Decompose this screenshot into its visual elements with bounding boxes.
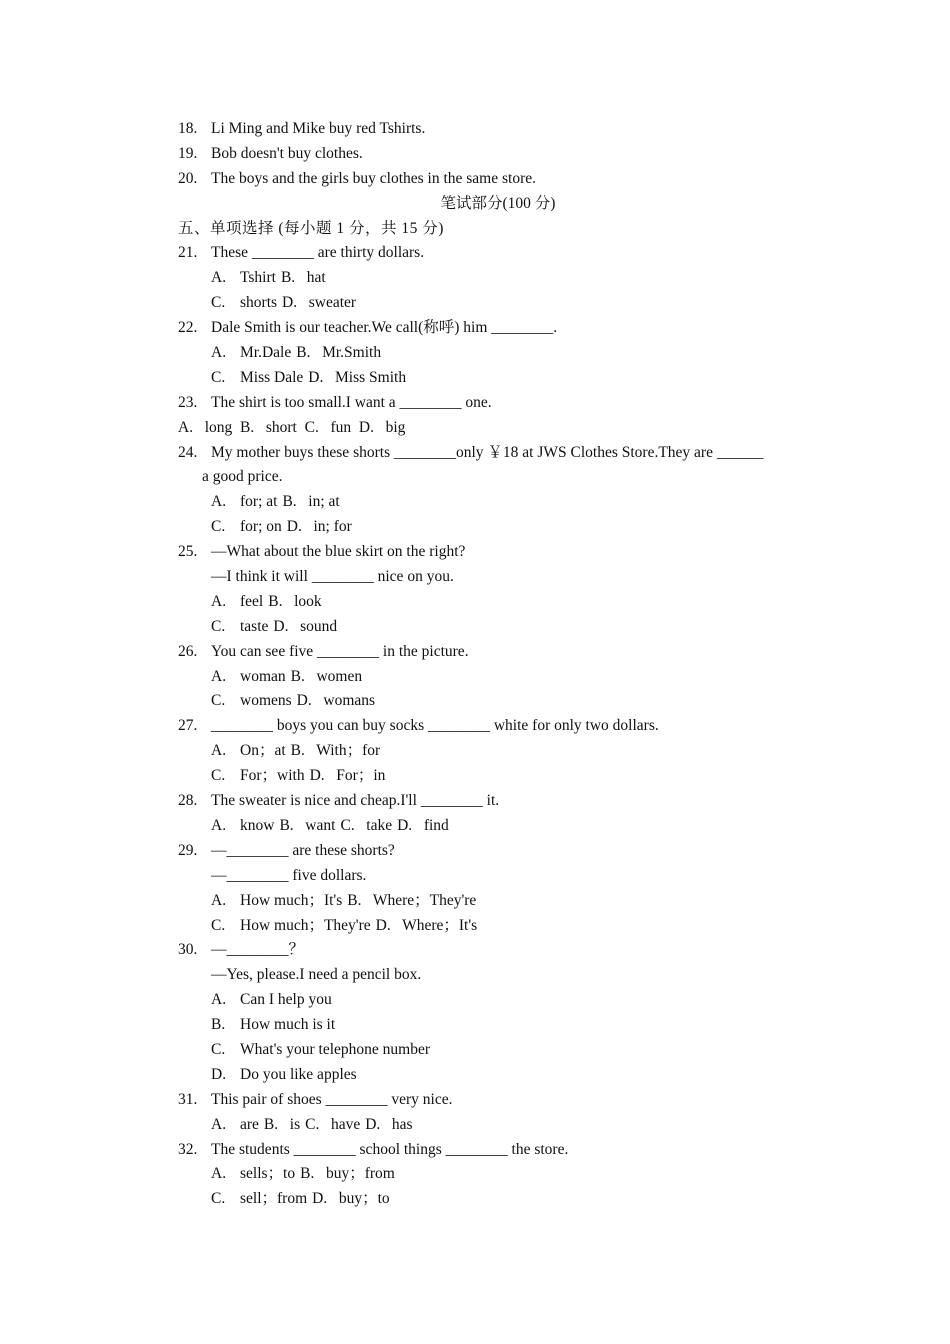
options-row: A. are B. is C. have D. has xyxy=(211,1115,413,1133)
option-c: taste xyxy=(240,617,269,635)
question-text: These ________ are thirty dollars. xyxy=(211,244,425,262)
question-number: 23. xyxy=(178,393,198,411)
question-text: The sweater is nice and cheap.I'll ________ it. xyxy=(211,792,500,810)
option-a: know xyxy=(240,816,275,834)
option-a: are xyxy=(240,1115,259,1133)
question-number: 26. xyxy=(178,642,198,660)
question-stem xyxy=(178,789,818,814)
question-text: My mother buys these shorts ________only ￥18 at JWS Clothes Store.They are ______ xyxy=(211,443,764,461)
options-row: C. for; on D. in; for xyxy=(211,518,352,536)
question-stem xyxy=(178,938,818,963)
option-c: womens xyxy=(240,692,292,710)
option-b: want xyxy=(305,816,336,834)
question-stem xyxy=(178,391,818,416)
option-d: find xyxy=(423,816,449,834)
option-b: With；for xyxy=(316,742,381,760)
option-c: Miss Dale xyxy=(240,368,304,386)
option-d: has xyxy=(391,1115,413,1133)
options-row: C. For；with D. For；in xyxy=(211,767,386,785)
question-stem xyxy=(178,316,818,341)
option-a: long xyxy=(204,418,233,436)
options-row: C. taste D. sound xyxy=(211,617,338,635)
options-row: C. Miss Dale D. Miss Smith xyxy=(211,368,407,386)
option-a: Can I help you xyxy=(240,991,332,1009)
option-a: woman xyxy=(240,667,286,685)
options-row: C. womens D. womans xyxy=(211,692,376,710)
options-row: A. long B. short C. fun D. big xyxy=(178,418,406,436)
option-c: for; on xyxy=(240,518,282,536)
option-c: sell；from xyxy=(240,1190,308,1208)
item-number: 20. xyxy=(178,169,198,187)
option-d: big xyxy=(385,418,406,436)
question-stem-continued: —Yes, please.I need a pencil box. xyxy=(211,966,422,984)
item-number: 18. xyxy=(178,120,198,137)
option-c: How much；They're xyxy=(240,916,371,934)
options-row: A. Tshirt B. hat xyxy=(211,269,326,287)
option-b: How much is it xyxy=(240,1016,336,1034)
options-row: C. How much；They're D. Where；It's xyxy=(211,916,478,934)
question-stem-continued: —________ five dollars. xyxy=(211,866,367,884)
question-stem xyxy=(178,714,818,739)
options-row: A. know B. want C. take D. find xyxy=(211,816,449,834)
question-stem xyxy=(178,540,818,565)
option-d: sweater xyxy=(308,294,357,312)
exam-content xyxy=(178,117,818,1212)
option-b: is xyxy=(289,1115,301,1133)
question-number: 25. xyxy=(178,543,198,561)
question-text: You can see five ________ in the picture. xyxy=(211,642,469,660)
option-b: Mr.Smith xyxy=(322,344,382,362)
options-row: D. Do you like apples xyxy=(211,1065,357,1083)
option-b: in; at xyxy=(308,493,340,511)
options-row: A. woman B. women xyxy=(211,667,363,685)
statement-text: The boys and the girls buy clothes in the same store. xyxy=(211,169,537,187)
option-d: womans xyxy=(323,692,376,710)
option-b: buy；from xyxy=(325,1165,395,1183)
options-row: C. sell；from D. buy；to xyxy=(211,1190,390,1208)
item-number: 19. xyxy=(178,144,198,162)
option-d: For；in xyxy=(336,767,386,785)
options-row: C. What's your telephone number xyxy=(211,1040,431,1058)
section-five-title: 五、单项选择 (每小题 1 分，共 15 分) xyxy=(178,219,444,237)
option-c: shorts xyxy=(240,294,278,312)
question-number: 31. xyxy=(178,1090,198,1108)
option-d: buy；to xyxy=(338,1190,390,1208)
question-text: —________？ xyxy=(211,941,305,959)
question-stem xyxy=(178,839,818,864)
options-row: A. for; at B. in; at xyxy=(211,493,340,511)
statement-item xyxy=(178,142,818,167)
question-text: The shirt is too small.I want a ________ one. xyxy=(211,393,492,411)
question-stem xyxy=(178,441,818,466)
statement-item xyxy=(178,117,818,142)
statement-text: Li Ming and Mike buy red Tshirts. xyxy=(211,120,426,137)
option-d: sound xyxy=(300,617,338,635)
question-stem-continued: a good price. xyxy=(202,468,283,486)
options-row: A. How much；It's B. Where；They're xyxy=(211,891,477,909)
option-a: Mr.Dale xyxy=(240,344,292,362)
option-b: Where；They're xyxy=(372,891,477,909)
question-number: 30. xyxy=(178,941,198,959)
option-c: For；with xyxy=(240,767,305,785)
question-text: —________ are these shorts? xyxy=(211,841,395,859)
question-number: 28. xyxy=(178,792,198,810)
question-text: This pair of shoes ________ very nice. xyxy=(211,1090,453,1108)
option-a: How much；It's xyxy=(240,891,343,909)
question-number: 24. xyxy=(178,443,198,461)
question-number: 27. xyxy=(178,717,198,735)
question-text: ________ boys you can buy socks ________ white for only two dollars. xyxy=(211,717,659,735)
question-text: Dale Smith is our teacher.We call(称呼) him ________. xyxy=(211,319,558,337)
option-b: look xyxy=(294,592,322,610)
option-c: take xyxy=(366,816,393,834)
question-text: The students ________ school things ________ the store. xyxy=(211,1140,569,1158)
option-b: hat xyxy=(306,269,326,287)
option-a: for; at xyxy=(240,493,278,511)
question-stem xyxy=(178,241,818,266)
option-c: fun xyxy=(330,418,352,436)
question-stem xyxy=(178,1138,818,1163)
option-a: Tshirt xyxy=(240,269,276,287)
question-stem xyxy=(178,1088,818,1113)
question-text: —What about the blue skirt on the right? xyxy=(211,543,466,561)
option-b: short xyxy=(265,418,297,436)
question-stem xyxy=(178,640,818,665)
option-c: What's your telephone number xyxy=(240,1040,431,1058)
option-d: Miss Smith xyxy=(335,368,407,386)
options-row: A. On；at B. With；for xyxy=(211,742,381,760)
written-part-title: 笔试部分(100 分) xyxy=(440,194,556,212)
option-a: On；at xyxy=(240,742,286,760)
options-row: C. shorts D. sweater xyxy=(211,294,357,312)
options-row: A. feel B. look xyxy=(211,592,322,610)
question-number: 21. xyxy=(178,244,198,262)
option-a: feel xyxy=(240,592,264,610)
options-row: A. Can I help you xyxy=(211,991,332,1009)
question-stem-continued: —I think it will ________ nice on you. xyxy=(211,568,454,586)
statement-item xyxy=(178,167,818,192)
question-number: 32. xyxy=(178,1140,198,1158)
option-d: Do you like apples xyxy=(240,1065,357,1083)
options-row: A. Mr.Dale B. Mr.Smith xyxy=(211,344,382,362)
question-number: 22. xyxy=(178,319,198,337)
statement-text: Bob doesn't buy clothes. xyxy=(211,144,363,162)
option-d: Where；It's xyxy=(402,916,478,934)
option-b: women xyxy=(316,667,363,685)
options-row: A. sells；to B. buy；from xyxy=(211,1165,395,1183)
options-row: B. How much is it xyxy=(211,1016,336,1034)
option-c: have xyxy=(330,1115,361,1133)
question-number: 29. xyxy=(178,841,198,859)
option-d: in; for xyxy=(313,518,352,536)
option-a: sells；to xyxy=(240,1165,296,1183)
